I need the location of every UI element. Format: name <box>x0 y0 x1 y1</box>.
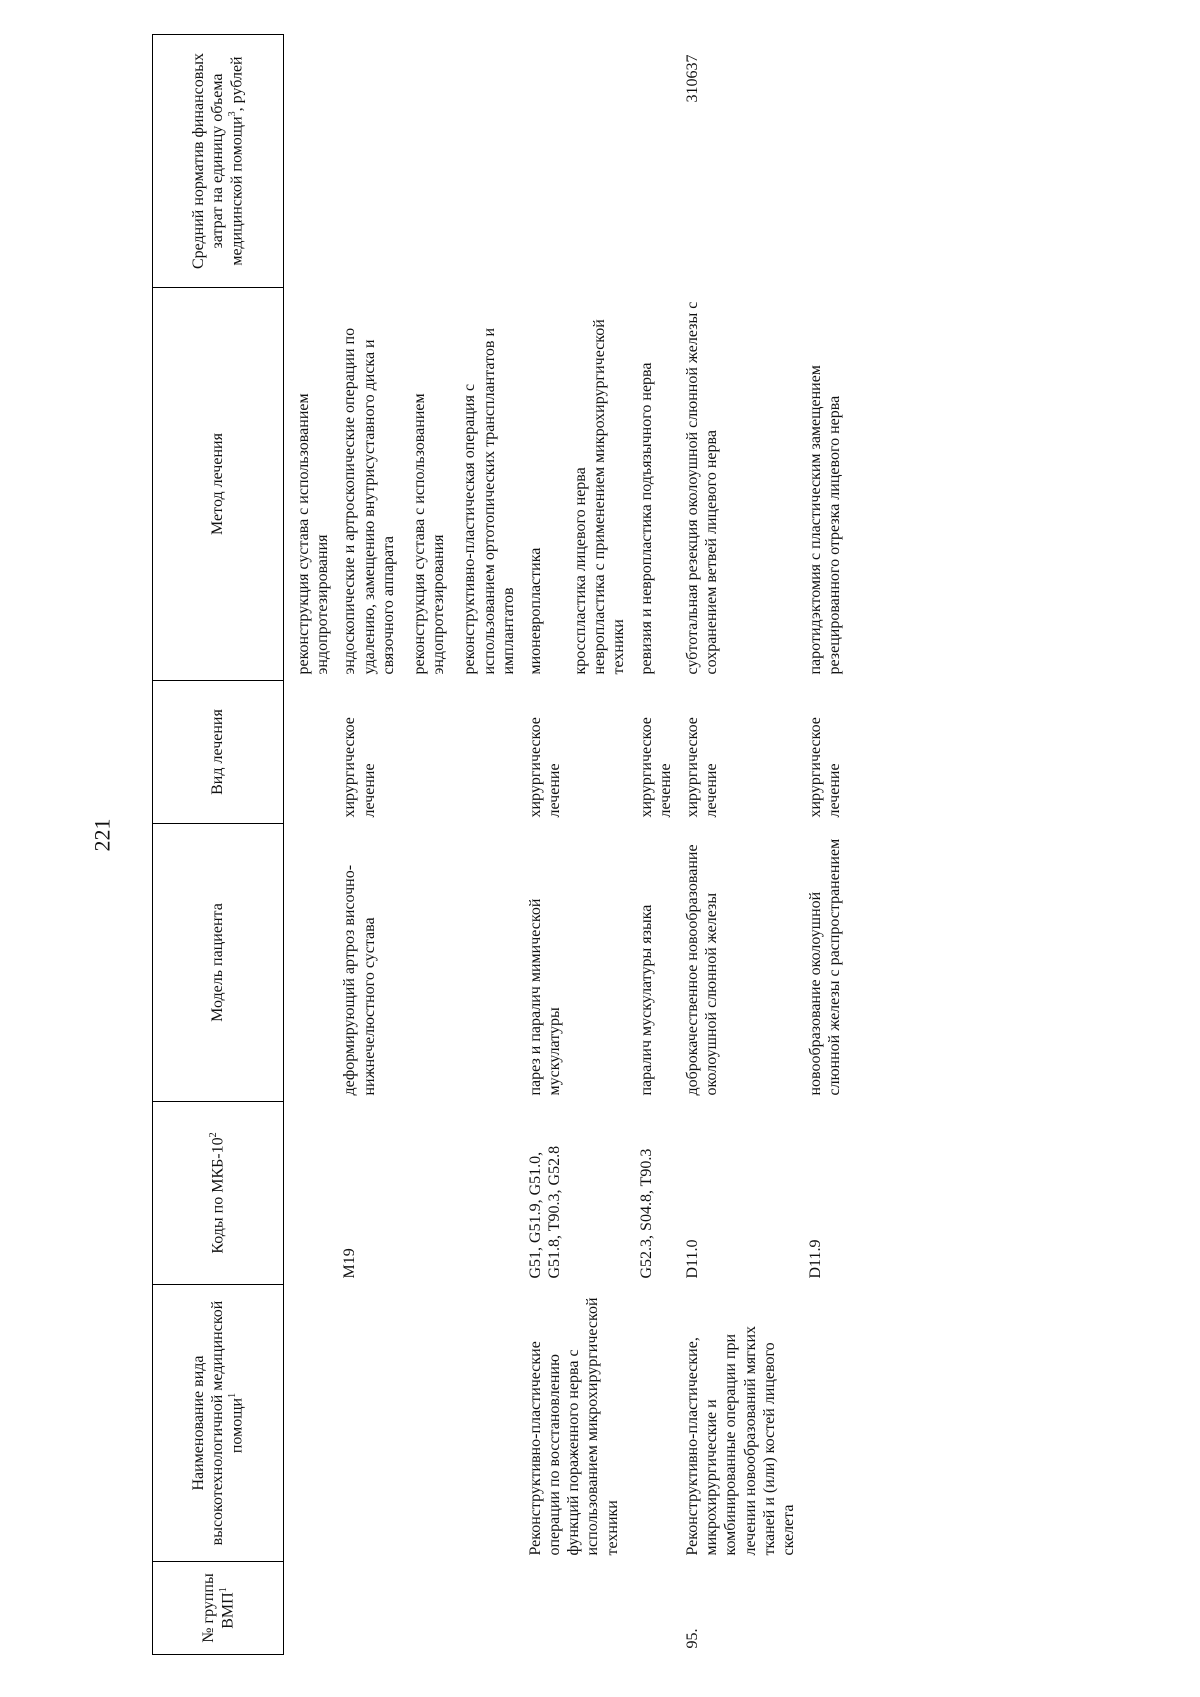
icd-code-cell: D11.9 <box>807 1239 825 1279</box>
method-item: реконструкция сустава с использованием эндопротезирования <box>410 393 448 675</box>
icd-code-cell: G51, G51.9, G51.0, G51.8, T90.3, G52.8 <box>526 1145 564 1279</box>
header-patient-model: Модель пациента <box>153 824 284 1102</box>
table-row <box>522 35 633 1655</box>
method-item: паротидэктомия с пластическим замещением резецированного отрезка лицевого нерва <box>807 365 844 675</box>
patient-model-cell: новообразование околоушной слюнной железы с распространением <box>807 838 844 1096</box>
method-cell <box>284 288 337 681</box>
treatment-type-cell: хирургическое лечение <box>637 717 674 818</box>
method-item: субтотальная резекция околоушной слюнной железы с сохранением ветвей лицевого нерва <box>684 301 721 675</box>
treatment-type-cell: хирургическое лечение <box>526 717 564 818</box>
method-item: ревизия и невропластика подъязычного нерва <box>637 362 655 675</box>
method-cell <box>679 288 802 681</box>
group-number-cell: 95. <box>684 1628 701 1649</box>
header-group-number: № группы ВМП$^1$ <box>153 1562 284 1655</box>
header-icd-codes: Коды по МКБ-$10^2$ <box>153 1102 284 1285</box>
header-treatment-method: Метод лечения <box>153 288 284 681</box>
header-cost-norm: Средний норматив финансовых затрат на единицу объема медицинской помощи$^3$, рублей <box>153 35 284 288</box>
patient-model-cell: паралич мускулатуры языка <box>637 904 655 1096</box>
icd-code-cell: D11.0 <box>684 1239 701 1279</box>
table-row <box>802 35 848 1655</box>
patient-model-cell: доброкачественное новообразование околоушной слюнной железы <box>684 844 721 1096</box>
treatment-type-cell: хирургическое лечение <box>684 717 721 818</box>
header-treatment-type: Вид лечения <box>153 681 284 824</box>
rotated-page <box>152 35 1087 1655</box>
method-item: мионевропластика <box>526 547 544 675</box>
icd-code-cell: G52.3, S04.8, T90.3 <box>637 1148 655 1279</box>
table-row <box>633 35 679 1655</box>
treatment-type-cell: хирургическое лечение <box>341 717 378 818</box>
vmp-table <box>152 34 849 1655</box>
method-item: реконструкция сустава с использованием эндопротезирования <box>295 393 332 675</box>
treatment-type-cell: хирургическое лечение <box>807 717 844 818</box>
table-row <box>679 35 802 1655</box>
method-cell <box>336 288 522 681</box>
header-vmp-name: Наименование вида высокотехнологичной медицинской помощи$^1$ <box>153 1285 284 1562</box>
method-item: кросспластика лицевого нерва <box>572 467 590 675</box>
method-cell <box>633 288 679 681</box>
table-header-row <box>153 35 284 1655</box>
method-cell <box>802 288 848 681</box>
icd-code-cell: M19 <box>341 1248 359 1279</box>
method-item: эндоскопические и артроскопические операции по удалению, замещению внутрисуставного диска и связочного аппарата <box>341 327 397 675</box>
vmp-name-cell: Реконструктивно-пластические, микрохирургические и комбинированные операции при лечении новообразований мягких тканей и (или) костей лицевого скелета <box>684 1325 797 1556</box>
method-item: реконструктивно-пластическая операция с использованием ортотопических трансплантатов и имплантатов <box>461 327 517 675</box>
table-row <box>336 35 522 1655</box>
table-row <box>284 35 337 1655</box>
cost-cell: 310637 <box>684 54 701 103</box>
vmp-name-cell: Реконструктивно-пластические операции по восстановлению функций пораженного нерва с использованием микрохирургической техники <box>526 1297 621 1556</box>
method-item: невропластика с применением микрохирургической техники <box>591 319 628 675</box>
method-cell <box>522 288 633 681</box>
page-number: 221 <box>89 818 115 852</box>
patient-model-cell: парез и паралич мимической мускулатуры <box>526 898 564 1096</box>
patient-model-cell: деформирующий артроз височно-нижнечелюстного сустава <box>341 864 378 1096</box>
